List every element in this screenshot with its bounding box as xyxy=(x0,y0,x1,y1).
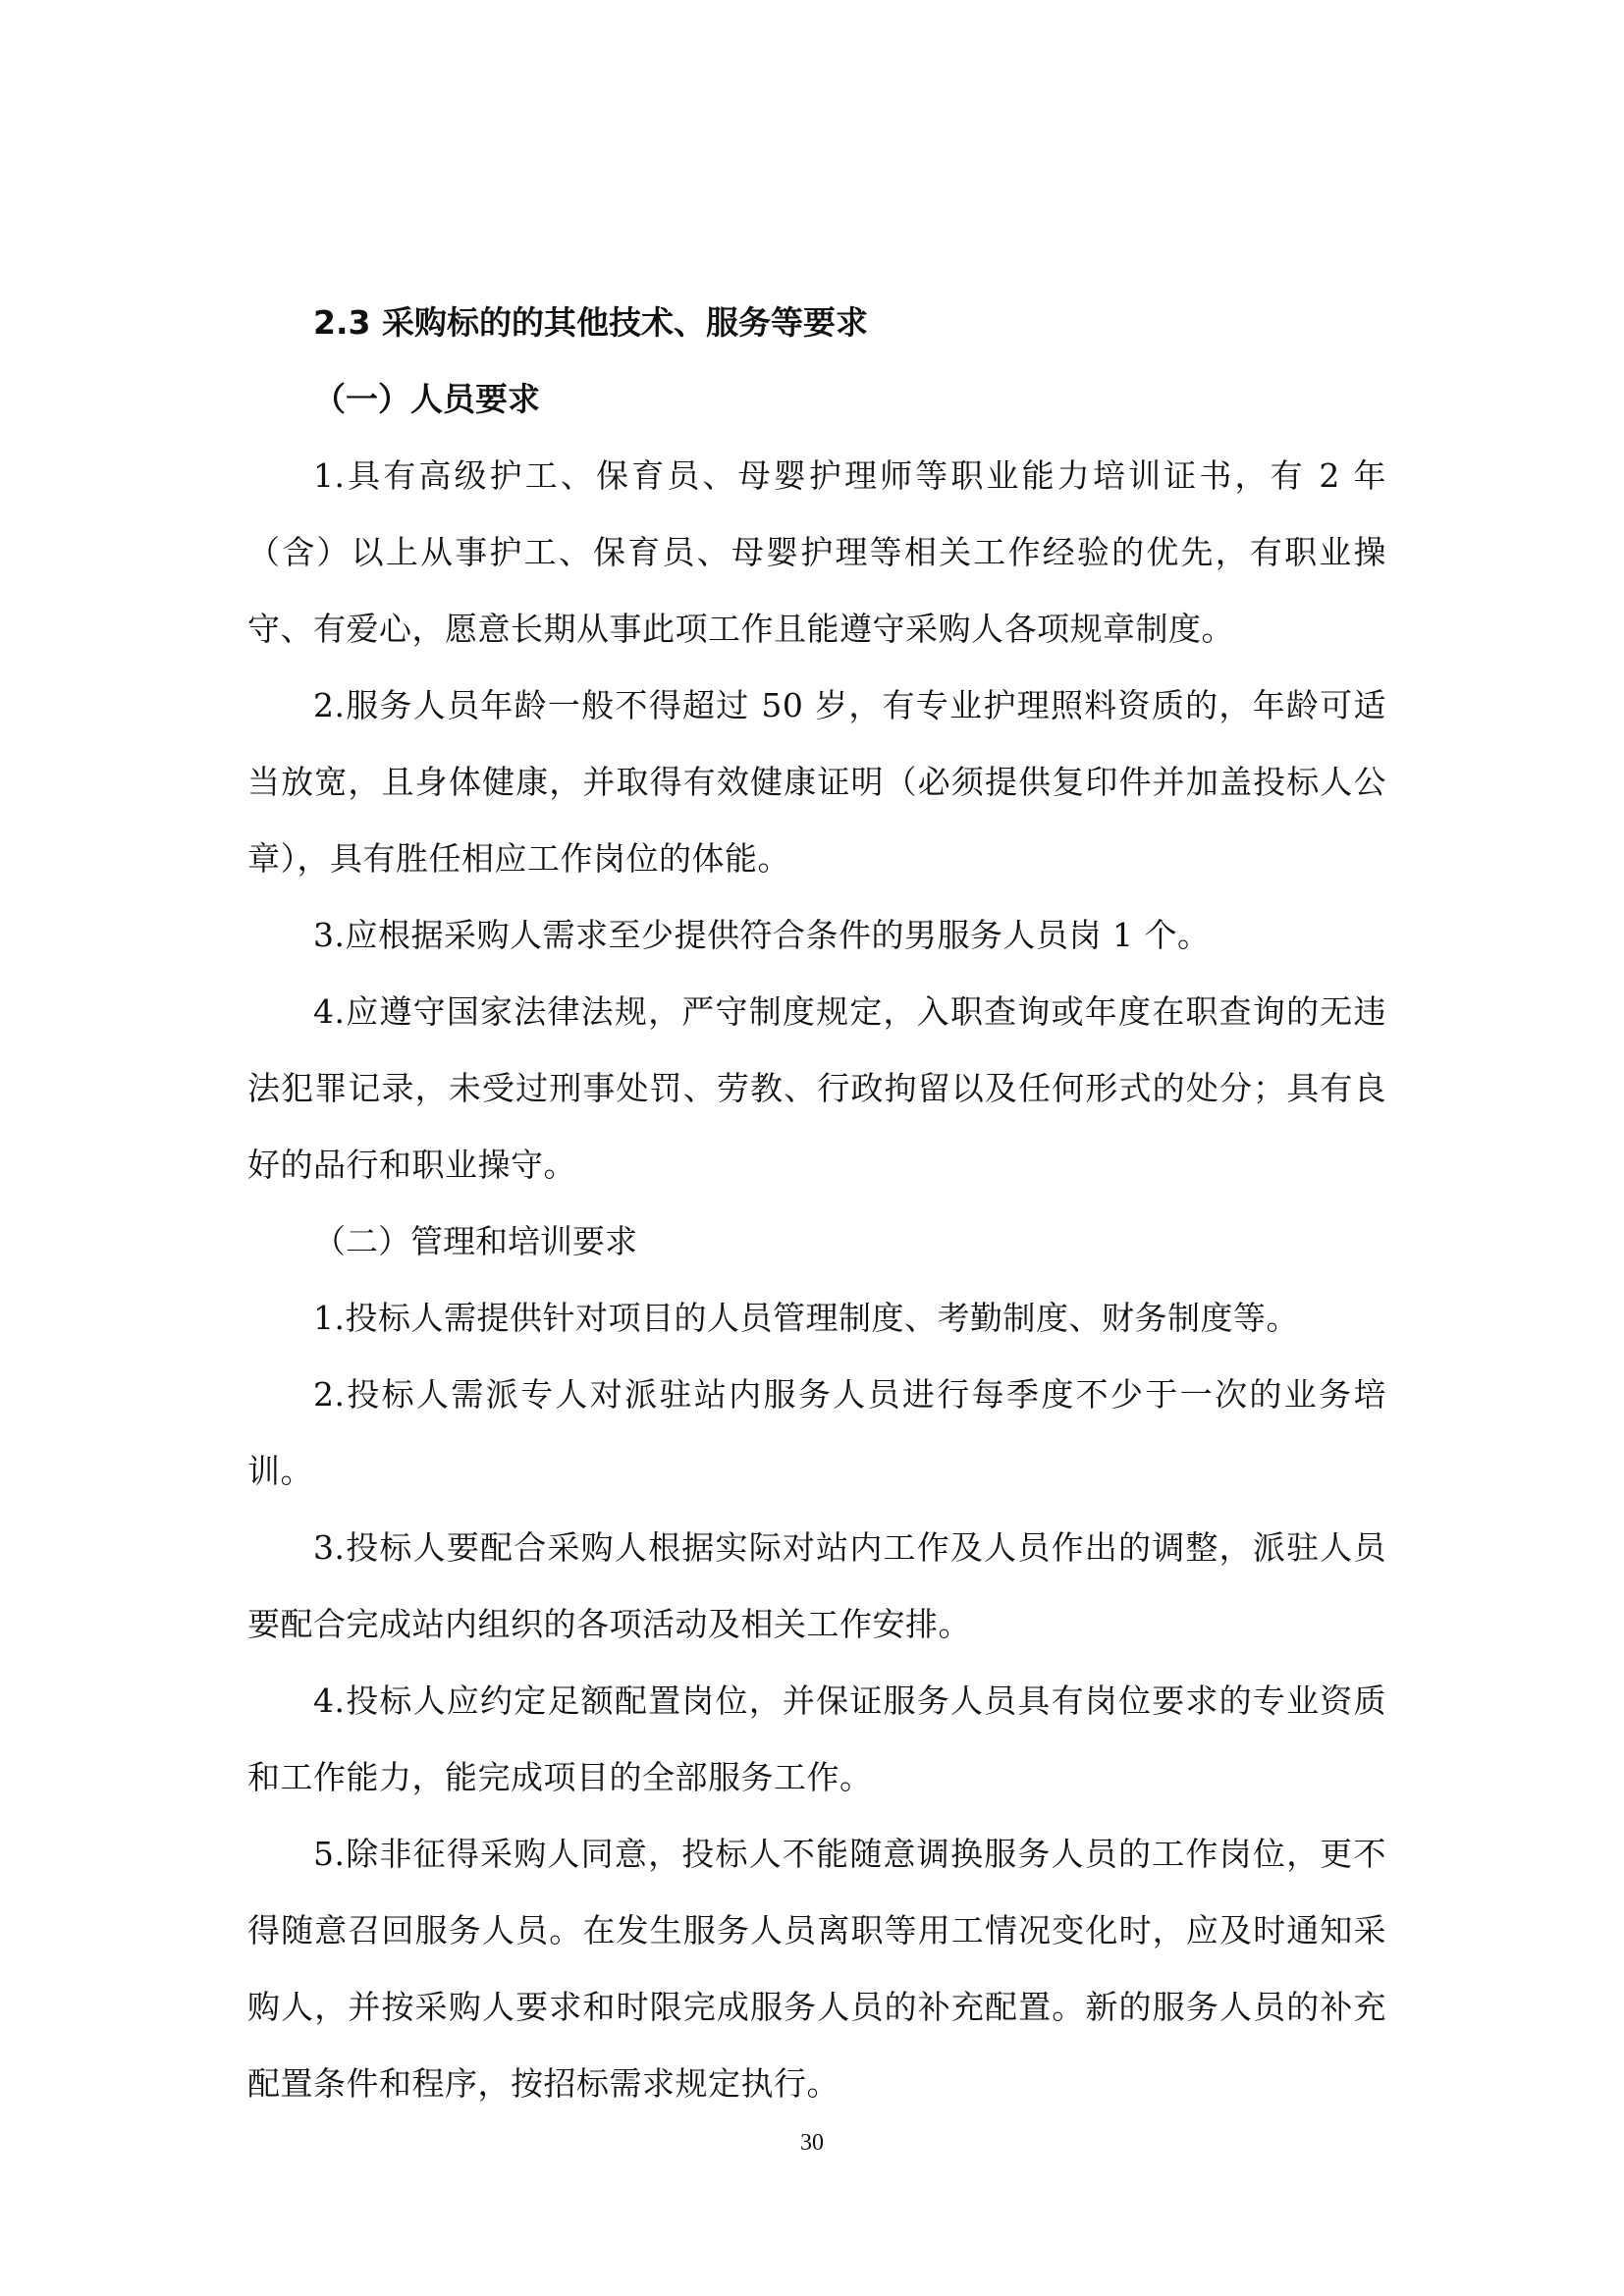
personnel-item-1: 1.具有高级护工、保育员、母婴护理师等职业能力培训证书，有 2 年（含）以上从事护工、保育员、母婴护理等相关工作经验的优先，有职业操守、有爱心，愿意长期从事此项工作且能遵守采购人各项规章制度。 xyxy=(247,456,1386,648)
document-body xyxy=(247,285,1386,2122)
management-item-5: 5.除非征得采购人同意，投标人不能随意调换服务人员的工作岗位，更不得随意召回服务人员。在发生服务人员离职等用工情况变化时，应及时通知采购人，并按采购人要求和时限完成服务人员的补充配置。新的服务人员的补充配置条件和程序，按招标需求规定执行。 xyxy=(247,1835,1386,2103)
management-item-3: 3.投标人要配合采购人根据实际对站内工作及人员作出的调整，派驻人员要配合完成站内组织的各项活动及相关工作安排。 xyxy=(247,1528,1386,1643)
personnel-item-3: 3.应根据采购人需求至少提供符合条件的男服务人员岗 1 个。 xyxy=(313,916,1211,954)
management-item-1: 1.投标人需提供针对项目的人员管理制度、考勤制度、财务制度等。 xyxy=(313,1299,1299,1337)
management-item-4: 4.投标人应约定足额配置岗位，并保证服务人员具有岗位要求的专业资质和工作能力，能完成项目的全部服务工作。 xyxy=(247,1682,1386,1796)
management-item-2: 2.投标人需派专人对派驻站内服务人员进行每季度不少于一次的业务培训。 xyxy=(247,1375,1386,1490)
personnel-heading: （一）人员要求 xyxy=(313,380,540,418)
management-heading: （二）管理和培训要求 xyxy=(313,1222,637,1260)
page-number: 30 xyxy=(800,2130,824,2156)
section-title: 2.3 采购标的的其他技术、服务等要求 xyxy=(313,303,868,342)
personnel-item-2: 2.服务人员年龄一般不得超过 50 岁，有专业护理照料资质的，年龄可适当放宽，且身体健康，并取得有效健康证明（必须提供复印件并加盖投标人公章），具有胜任相应工作岗位的体能。 xyxy=(247,686,1386,878)
personnel-item-4: 4.应遵守国家法律法规，严守制度规定，入职查询或年度在职查询的无违法犯罪记录，未受过刑事处罚、劳教、行政拘留以及任何形式的处分；具有良好的品行和职业操守。 xyxy=(247,992,1386,1184)
